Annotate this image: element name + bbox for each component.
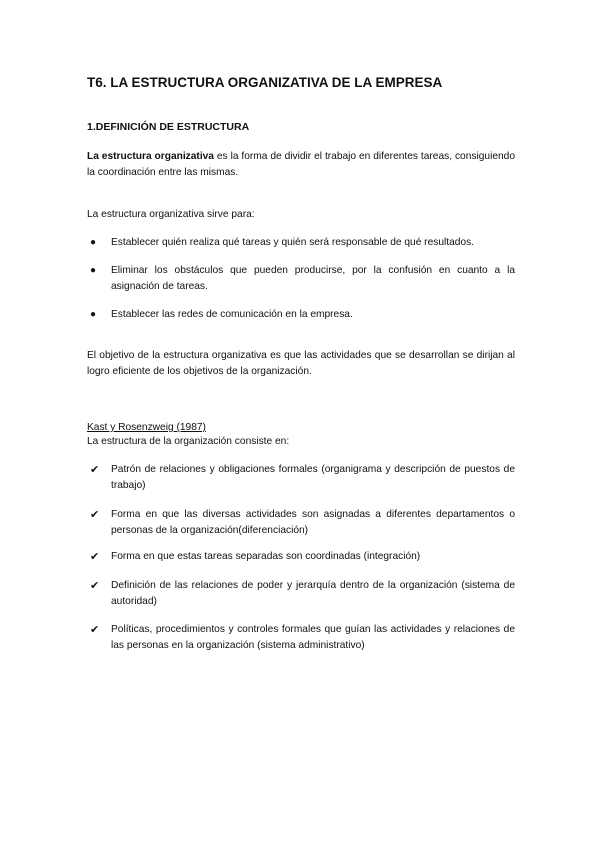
page-title: T6. LA ESTRUCTURA ORGANIZATIVA DE LA EMPRESA: [87, 75, 443, 90]
author-reference: Kast y Rosenzweig (1987): [87, 422, 206, 433]
purpose-intro: La estructura organizativa sirve para:: [87, 209, 255, 220]
objective-paragraph: El objetivo de la estructura organizativa es que las actividades que se desarrollan se dirijan al logro eficiente de los objetivos de la organización.: [87, 350, 515, 377]
definition-paragraph: [87, 149, 515, 181]
consists-intro: La estructura de la organización consiste en:: [87, 436, 290, 447]
list-item-text: Forma en que las diversas actividades son asignadas a diferentes departamentos o personas de la organización(diferenciación): [111, 509, 515, 536]
check-icon: ✔: [90, 623, 100, 636]
bullet-icon: ●: [90, 265, 97, 276]
check-icon: ✔: [90, 550, 100, 563]
check-icon: ✔: [90, 579, 100, 592]
section-heading: 1.DEFINICIÓN DE ESTRUCTURA: [87, 121, 250, 133]
list-item-text: Patrón de relaciones y obligaciones formales (organigrama y descripción de puestos de trabajo): [111, 464, 515, 491]
check-icon: ✔: [90, 508, 100, 521]
check-icon: ✔: [90, 463, 100, 476]
list-item-text: Forma en que estas tareas separadas son coordinadas (integración): [111, 551, 421, 562]
definition-text: es la forma de dividir el trabajo en diferentes tareas, consiguiendo la coordinación entre las mismas.: [87, 151, 515, 178]
bullet-icon: ●: [90, 309, 97, 320]
list-item-text: Definición de las relaciones de poder y jerarquía dentro de la organización (sistema de autoridad): [111, 580, 515, 607]
list-item-text: Eliminar los obstáculos que pueden producirse, por la confusión en cuanto a la asignación de tareas.: [111, 265, 515, 292]
list-item-text: Políticas, procedimientos y controles formales que guían las actividades y relaciones de las personas en la organización (sistema administrativo): [111, 624, 515, 651]
list-item-text: Establecer las redes de comunicación en la empresa.: [111, 309, 353, 320]
definition-term: La estructura organizativa: [87, 151, 214, 162]
bullet-icon: ●: [90, 237, 97, 248]
list-item-text: Establecer quién realiza qué tareas y quién será responsable de qué resultados.: [111, 237, 475, 248]
